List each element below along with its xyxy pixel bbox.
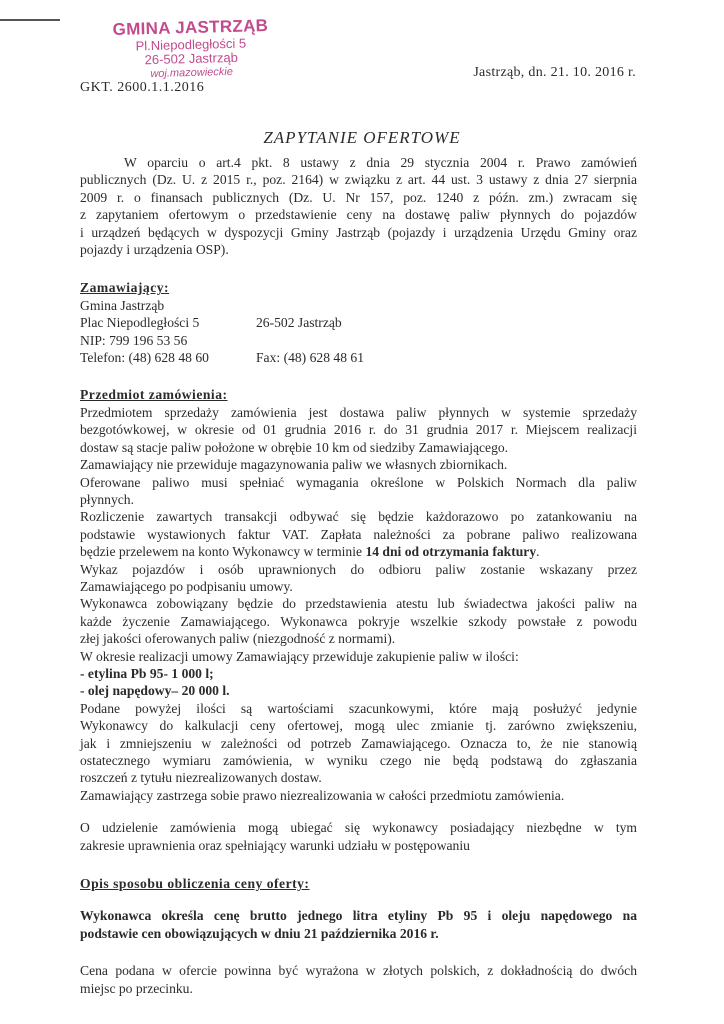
subject-line: roszczeń z tytułu niezrealizowanych dostaw. [80, 770, 322, 786]
subject-line: jak i zmniejszeniu w zależności od potrzeb Zamawiającego. Oznacza to, że nie stanowią [80, 735, 637, 751]
pricing-bold-line: podstawie cen obowiązujących w dniu 21 października 2016 r. [80, 925, 439, 941]
payment-term-line [80, 543, 637, 560]
intro-line: i urządzeń będących w dyspozycji Gminy Jastrząb (pojazdy i urządzenia Urzędu Gminy oraz [80, 224, 637, 240]
reference-number: GKT. 2600.1.1.2016 [80, 80, 205, 95]
subject-line: Zamawiający nie przewiduje magazynowania paliw we własnych zbiornikach. [80, 457, 508, 473]
intro-line: 2009 r. o finansach publicznych (Dz. U. Nr 157, poz. 1240 z późn. zm.) zwracam się [80, 189, 637, 205]
corner-dash [0, 19, 60, 21]
subject-line: Przedmiotem sprzedaży zamówienia jest dostawa paliw płynnych w systemie sprzedaży [80, 404, 637, 420]
eligibility-line: O udzielenie zamówienia mogą ubiegać się wykonawcy posiadający niezbędne w tym [80, 820, 637, 836]
intro-line: publicznych (Dz. U. z 2015 r., poz. 2164) w związku z art. 44 ust. 3 ustawy z dnia 27 sierpnia [80, 172, 637, 188]
payment-term-text: będzie przelewem na konto Wykonawcy w terminie [80, 544, 366, 560]
orderer-city: 26-502 Jastrząb [256, 315, 342, 331]
orderer-name: Gmina Jastrząb [80, 297, 165, 313]
subject-line: Podane powyżej ilości są wartościami szacunkowymi, które mają posłużyć jedynie [80, 700, 637, 716]
orderer-address-row [80, 314, 637, 331]
subject-line: każde życzenie Zamawiającego. Wykonawca pokryje wszelkie szkody powstałe z powodu [80, 613, 637, 629]
intro-line: z zapytaniem ofertowym o przedstawienie ceny na dostawę paliw płynnych do pojazdów [80, 207, 637, 223]
fuel-diesel: - olej napędowy– 20 000 l. [80, 683, 230, 699]
subject-line: Wykaz pojazdów i osób uprawnionych do odbioru paliw zostanie wskazany przez [80, 561, 637, 577]
document-date: Jastrząb, dn. 21. 10. 2016 r. [473, 65, 636, 80]
pricing-heading: Opis sposobu obliczenia ceny oferty: [80, 876, 310, 892]
subject-line: bezgotówkowej, w okresie od 01 grudnia 2016 r. do 31 grudnia 2017 r. Miejscem realizacji [80, 422, 637, 438]
document-title: ZAPYTANIE OFERTOWE [263, 128, 461, 147]
stamp-street: Pl.Niepodległości 5 [135, 35, 247, 53]
document-body [80, 150, 637, 997]
orderer-fax: Fax: (48) 628 48 61 [256, 350, 364, 366]
subject-line: Wykonawcy do kalkulacji ceny ofertowej, mogą ulec zmianie tj. zarówno zwiększeniu, [80, 718, 637, 734]
orderer-phone: Telefon: (48) 628 48 60 [80, 350, 209, 366]
subject-line: W okresie realizacji umowy Zamawiający przewiduje zakupienie paliw w ilości: [80, 648, 519, 664]
pricing-bold-line: Wykonawca określa cenę brutto jednego litra etyliny Pb 95 i oleju napędowego na [80, 908, 637, 924]
pricing-note-line: Cena podana w ofercie powinna być wyrażona w złotych polskich, z dokładnością do dwóch [80, 963, 637, 979]
subject-line: Oferowane paliwo musi spełniać wymagania określone w Polskich Normach dla paliw [80, 474, 637, 490]
subject-line: Rozliczenie zawartych transakcji odbywać się będzie każdorazowo po zatankowaniu na [80, 509, 637, 525]
stamp-region: woj.mazowieckie [150, 66, 234, 81]
intro-line: W oparciu o art.4 pkt. 8 ustawy z dnia 29 stycznia 2004 r. Prawo zamówień [124, 155, 637, 170]
gmina-stamp [111, 16, 271, 82]
subject-line: podstawie wystawionych faktur VAT. Zapłata należności za pobrane paliwo realizowana [80, 526, 637, 542]
pricing-note-line: miejsc po przecinku. [80, 980, 193, 996]
subject-heading: Przedmiot zamówienia: [80, 387, 228, 403]
subject-line: płynnych. [80, 491, 134, 507]
subject-line: Zamawiającego po podpisaniu umowy. [80, 578, 293, 594]
eligibility-line: zakresie uprawnienia oraz spełniający warunki udziału w postępowaniu [80, 837, 470, 853]
payment-term-end: . [536, 544, 540, 560]
orderer-contact-row [80, 349, 637, 366]
subject-line: Wykonawca zobowiązany będzie do przedstawienia atestu lub świadectwa jakości paliw na [80, 596, 637, 612]
stamp-postal: 26-502 Jastrząb [144, 50, 239, 68]
subject-line: Zamawiający zastrzega sobie prawo niezrealizowania w całości przedmiotu zamówienia. [80, 787, 565, 803]
payment-term-bold: 14 dni od otrzymania faktury [365, 544, 537, 560]
fuel-petrol: - etylina Pb 95- 1 000 l; [80, 665, 214, 681]
subject-line: dostaw są stacje paliw położone w obrębie 10 km od siedziby Zamawiającego. [80, 439, 509, 455]
orderer-heading: Zamawiający: [80, 280, 170, 296]
orderer-address: Plac Niepodległości 5 [80, 315, 200, 331]
orderer-nip: NIP: 799 196 53 56 [80, 332, 188, 348]
intro-line: pojazdy i urządzenia OSP). [80, 242, 229, 258]
stamp-name: GMINA JASTRZĄB [112, 15, 269, 40]
subject-line: ostatecznego wymiaru zamówienia, w wyniku czego nie będą podstawą do zgłaszania [80, 753, 637, 768]
subject-line: złej jakości oferowanych paliw (niezgodność z normami). [80, 631, 396, 647]
